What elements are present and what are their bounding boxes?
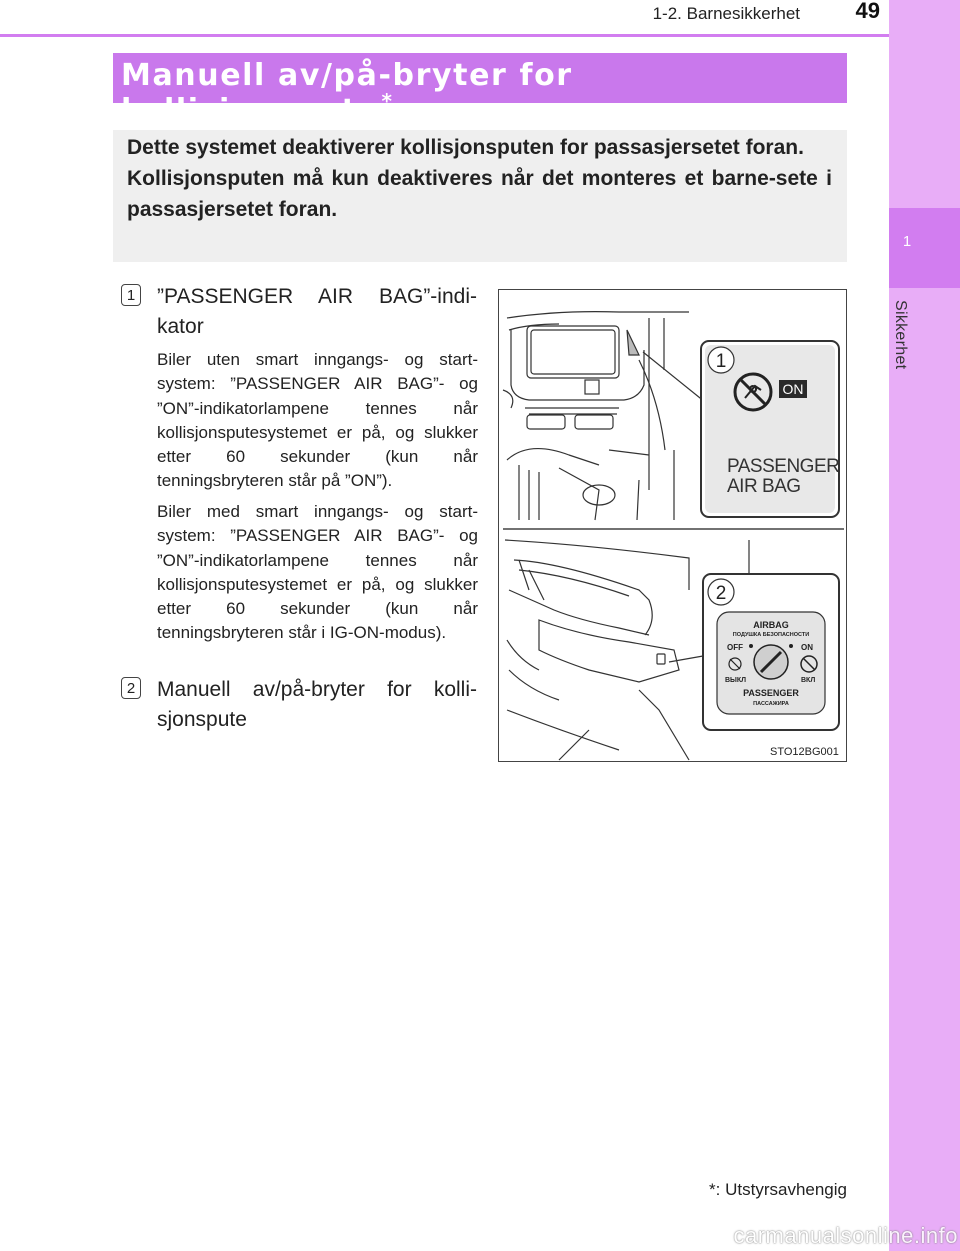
switch-airbag-label: AIRBAG <box>753 620 789 630</box>
intro-line-1: Dette systemet deaktiverer kollisjonsputen for passasjersetet foran. <box>127 136 804 159</box>
switch-passenger-ru-label: ПАССАЖИРА <box>753 701 789 707</box>
figure-code: STO12BG001 <box>770 746 839 758</box>
item-1-title: ”PASSENGER AIR BAG”-indi-kator <box>157 285 477 338</box>
indicator-on-label: ON <box>782 381 804 397</box>
intro-box <box>113 130 847 262</box>
indicator-label-line-1: PASSENGER <box>727 456 840 477</box>
item-1-badge: 1 <box>121 284 141 306</box>
illustration <box>498 289 847 762</box>
switch-passenger-label: PASSENGER <box>743 688 799 698</box>
callout-1-number: 1 <box>715 351 727 372</box>
side-tab-strip <box>889 0 960 1251</box>
chapter-label: Sikkerhet <box>892 300 909 370</box>
item-2-title: Manuell av/på-bryter for kolli-sjonspute <box>157 678 477 731</box>
dashboard-illustration <box>499 290 847 762</box>
watermark: carmanualsonline.info <box>733 1223 958 1248</box>
callout-2-number: 2 <box>715 583 727 604</box>
indicator-label-line-2: AIR BAG <box>727 476 801 497</box>
switch-off-ru-label: ВЫКЛ <box>725 677 747 684</box>
section-title-bar <box>113 53 847 128</box>
item-2-badge: 2 <box>121 677 141 699</box>
item-1-paragraph-2: Biler med smart inngangs- og start-system: ”PASSENGER AIR BAG”- og ”ON”-indikatorlampene tennes når kollisjonsputesystemet er på, og slukker etter 60 sekunder (kun når tenningsbryteren står i IG-ON-modus). <box>157 502 478 643</box>
footnote-marker: * <box>709 1180 716 1199</box>
page-number: 49 <box>855 0 880 23</box>
footnote <box>600 1180 847 1200</box>
running-head: 1-2. Barnesikkerhet <box>652 4 800 23</box>
item-1-paragraph-1: Biler uten smart inngangs- og start-system: ”PASSENGER AIR BAG”- og ”ON”-indikatorlampene tennes når kollisjonsputesystemet er på, og slukker etter 60 sekunder (kun når tenningsbryteren står på ”ON”). <box>157 350 478 491</box>
switch-on-ru-label: ВКЛ <box>801 677 816 684</box>
switch-on-label: ON <box>801 643 813 652</box>
chapter-number: 1 <box>902 233 912 250</box>
switch-off-label: OFF <box>727 643 743 652</box>
footnote-text: : Utstyrsavhengig <box>715 1180 847 1199</box>
intro-line-2: Kollisjonsputen må kun deaktiveres når det monteres et barne-sete i passasjersetet foran. <box>127 167 832 221</box>
header-rule <box>0 34 889 37</box>
section-title: Manuell av/på-bryter for kollisjonspute <box>121 58 573 128</box>
switch-airbag-ru-label: ПОДУШКА БЕЗОПАСНОСТИ <box>732 632 810 638</box>
title-marker: * <box>381 89 394 113</box>
